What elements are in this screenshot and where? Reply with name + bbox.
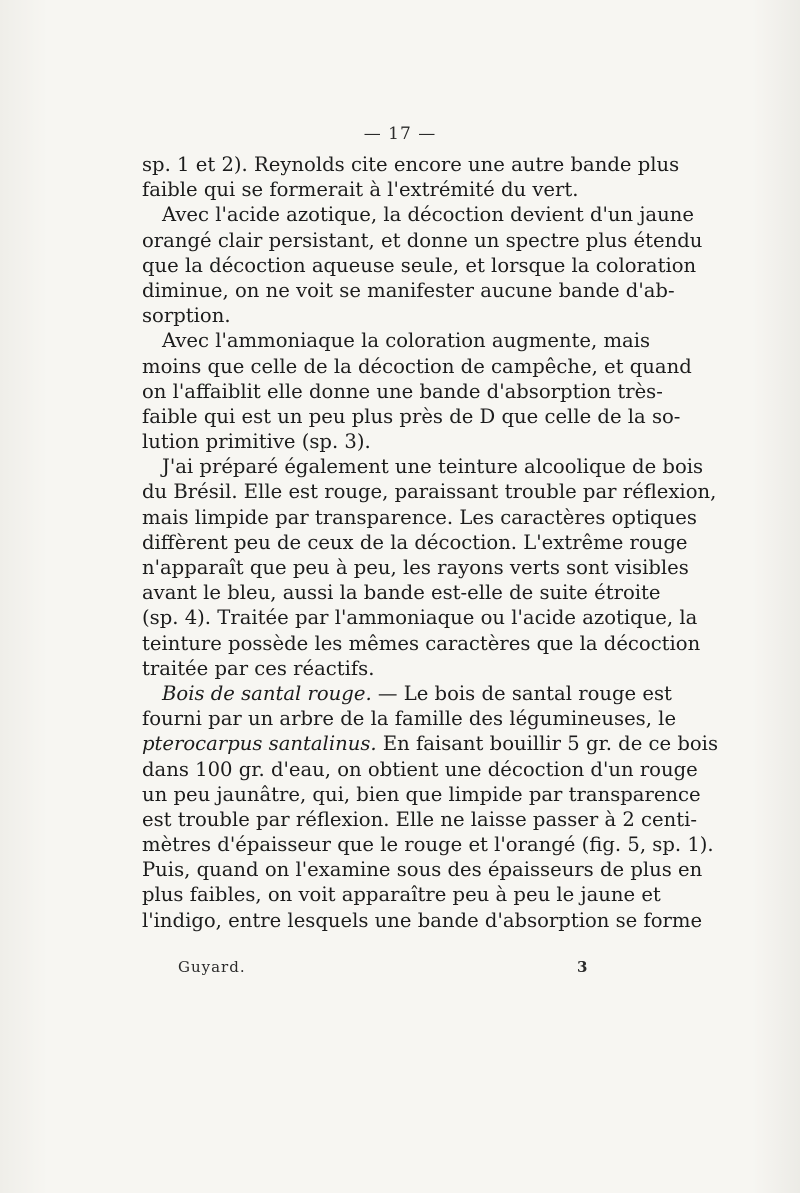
text-line: est trouble par réflexion. Elle ne laisse passer à 2 centi- xyxy=(142,807,698,831)
text-line: moins que celle de la décoction de campêche, et quand xyxy=(142,354,692,378)
footer-author: Guyard. xyxy=(178,958,246,976)
text-line: mais limpide par transparence. Les caractères optiques xyxy=(142,505,697,529)
text-line: Avec l'ammoniaque la coloration augmente, mais xyxy=(162,329,651,353)
text-line: du Brésil. Elle est rouge, paraissant trouble par réflexion, xyxy=(142,480,717,504)
text-line: l'indigo, entre lesquels une bande d'absorption se forme xyxy=(142,908,703,932)
species-name: pterocarpus santalinus. xyxy=(142,732,377,756)
text-line: plus faibles, on voit apparaître peu à peu le jaune et xyxy=(142,883,661,907)
text-line: diffèrent peu de ceux de la décoction. L'extrême rouge xyxy=(142,530,688,554)
text-line: orangé clair persistant, et donne un spectre plus étendu xyxy=(142,228,703,252)
text-line: faible qui se formerait à l'extrémité du vert. xyxy=(142,178,579,202)
text-line: traitée par ces réactifs. xyxy=(142,656,375,680)
text-line: que la décoction aqueuse seule, et lorsque la coloration xyxy=(142,253,697,277)
text-line: Avec l'acide azotique, la décoction devient d'un jaune xyxy=(162,203,694,227)
text-line: (sp. 4). Traitée par l'ammoniaque ou l'acide azotique, la xyxy=(142,606,698,630)
body-text xyxy=(142,152,718,933)
text-line: mètres d'épaisseur que le rouge et l'orangé (fig. 5, sp. 1). xyxy=(142,833,714,857)
text-line: sorption. xyxy=(142,304,231,328)
text-fragment: — Le bois de santal rouge est xyxy=(371,681,672,705)
page-number: — 17 — xyxy=(363,124,437,144)
text-line: teinture possède les mêmes caractères que la décoction xyxy=(142,631,701,655)
text-line: Puis, quand on l'examine sous des épaisseurs de plus en xyxy=(142,858,703,882)
signature-mark: 3 xyxy=(577,958,588,976)
text-line: lution primitive (sp. 3). xyxy=(142,430,371,454)
text-line: J'ai préparé également une teinture alcoolique de bois xyxy=(162,455,704,479)
text-fragment: En faisant bouillir 5 gr. de ce bois xyxy=(376,732,718,756)
text-line: diminue, on ne voit se manifester aucune bande d'ab- xyxy=(142,278,675,302)
text-line: avant le bleu, aussi la bande est-elle de suite étroite xyxy=(142,581,661,605)
text-line xyxy=(142,731,718,756)
text-line: fourni par un arbre de la famille des légumineuses, le xyxy=(142,707,677,731)
text-line: n'apparaît que peu à peu, les rayons verts sont visibles xyxy=(142,556,689,579)
text-line: on l'affaiblit elle donne une bande d'absorption très- xyxy=(142,379,663,403)
text-line: dans 100 gr. d'eau, on obtient une décoction d'un rouge xyxy=(142,757,698,781)
text-line xyxy=(142,681,672,706)
text-line: sp. 1 et 2). Reynolds cite encore une autre bande plus xyxy=(142,153,680,176)
text-line: un peu jaunâtre, qui, bien que limpide par transparence xyxy=(142,782,701,806)
section-term: Bois de santal rouge. xyxy=(162,681,372,705)
text-line: faible qui est un peu plus près de D que celle de la so- xyxy=(142,404,681,428)
